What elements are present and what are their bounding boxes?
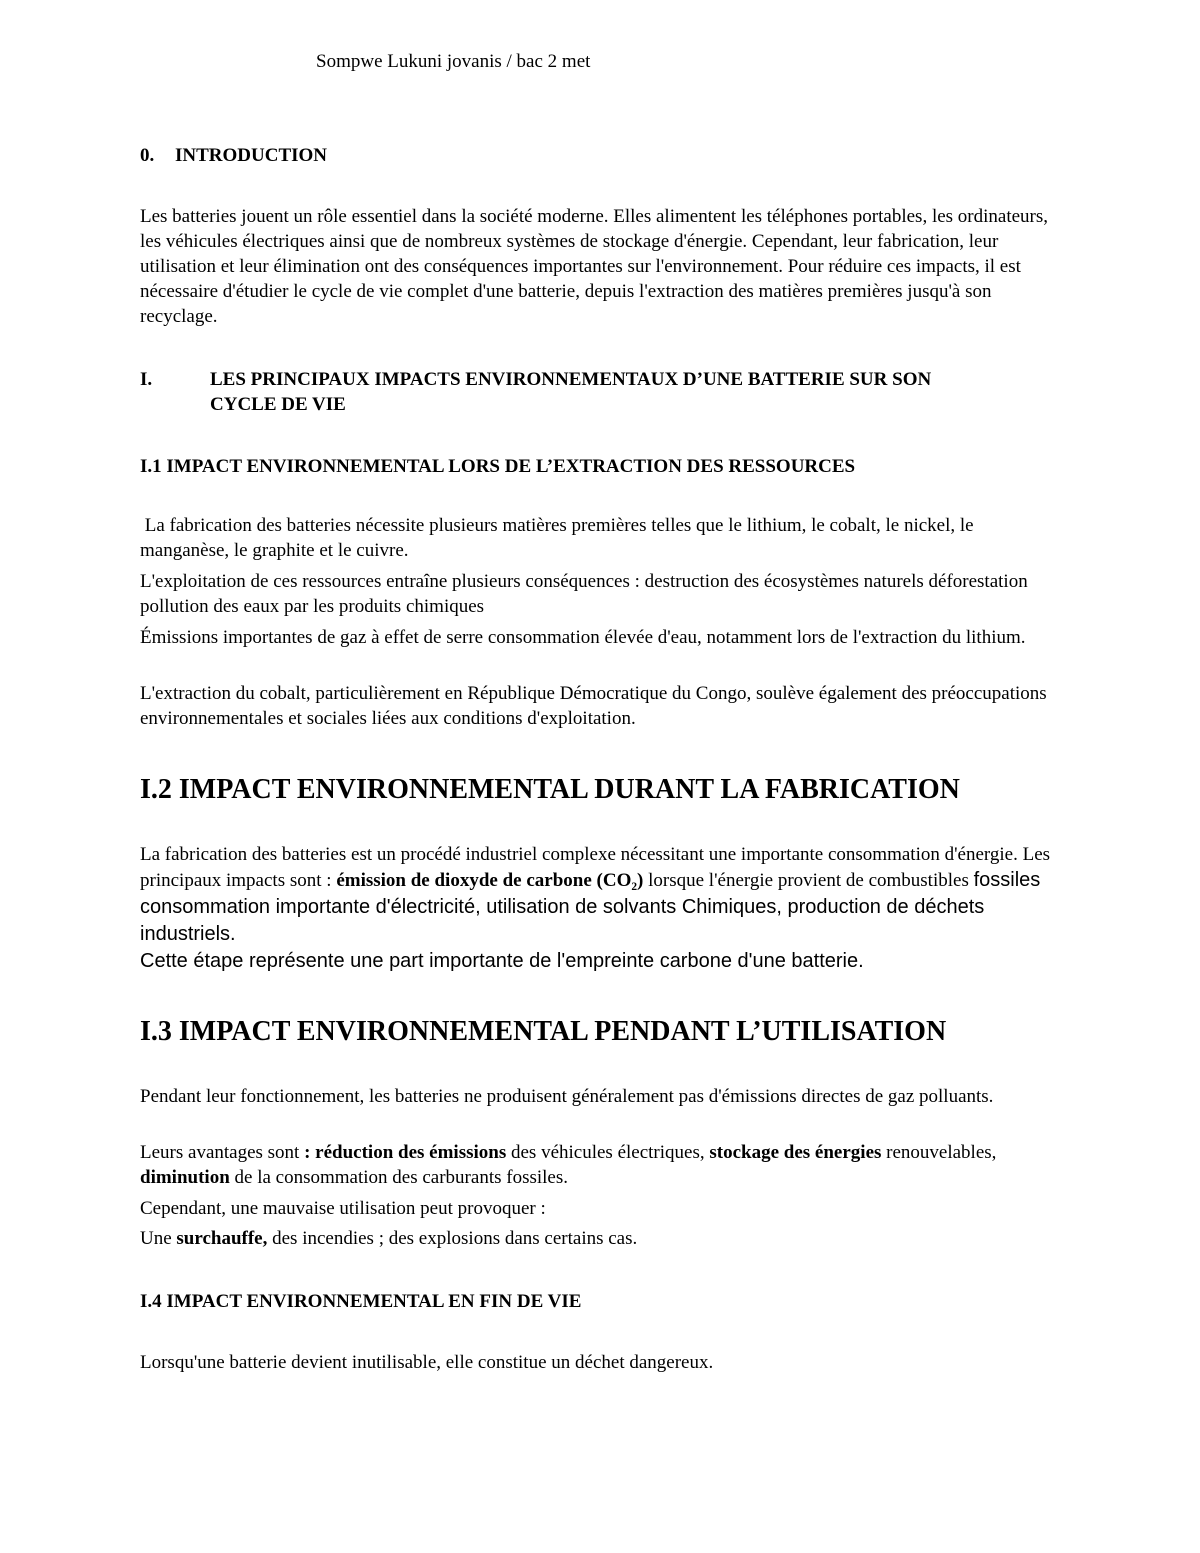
fire-explosion-text: des incendies ; des explosions dans certains cas. [267,1228,638,1249]
fossil-fuel-text: de la consommation des carburants fossiles. [229,1167,568,1188]
section-1-heading-line-2: CYCLE DE VIE [210,394,346,415]
subsection-1-3-paragraph-1: Pendant leur fonctionnement, les batteries ne produisent généralement pas d'émissions directes de gaz polluants. [140,1086,994,1107]
subsection-1-1-paragraph-1: La fabrication des batteries nécessite plusieurs matières premières telles que le lithium, le cobalt, le nickel, le manganèse, le graphite et le cuivre. [140,515,979,561]
emission-reduction-bold: : réduction des émissions [304,1142,507,1163]
fabrication-intro-text: La fabrication des batteries est un procédé industriel complexe nécessitant une importante consommation d'énergie. Les principaux impacts sont : [140,844,1051,891]
intro-paragraph: Les batteries jouent un rôle essentiel dans la société moderne. Elles alimentent les téléphones portables, les ordinateurs, les véhicules électriques ainsi que de nombreux systèmes de stockage d'énergie. Cependant, leur fabrication, leur utilisation et leur élimination ont des conséquences importantes sur l'environnement. Pour réduire ces impacts, il est nécessaire d'étudier le cycle de vie complet d'une batterie, depuis l'extraction des matières premières jusqu'à son recyclage. [140,206,1049,327]
fabrication-impacts-text: fossiles consommation importante d'électricité, utilisation de solvants Chimiques, production de déchets industriels. [140,869,1041,945]
intro-number: 0. [140,145,155,166]
energy-storage-bold: stockage des énergies [709,1142,882,1163]
co2-emission-bold: émission de dioxyde de carbone (CO₂) [336,870,644,891]
subsection-1-1-paragraph-3: Émissions importantes de gaz à effet de serre consommation élevée d'eau, notamment lors de l'extraction du lithium. [140,627,1026,648]
misuse-intro-text: Une [140,1228,177,1249]
subsection-1-2-heading: I.2 IMPACT ENVIRONNEMENTAL DURANT LA FABRICATION [140,774,960,805]
electric-vehicles-text: des véhicules électriques, [506,1142,710,1163]
subsection-1-3-paragraph-4 [140,1226,1060,1251]
subsection-1-2-paragraph-1 [140,842,1060,948]
advantages-intro-text: Leurs avantages sont [140,1142,305,1163]
section-1-number: I. [140,369,153,390]
renewables-text: renouvelables, [881,1142,997,1163]
energy-source-text: lorsque l'énergie provient de combustibles [643,870,974,891]
subsection-1-3-paragraph-3: Cependant, une mauvaise utilisation peut provoquer : [140,1198,546,1219]
subsection-1-1-paragraph-4: L'extraction du cobalt, particulièrement en République Démocratique du Congo, soulève également des préoccupations environnementales et sociales liées aux conditions d'exploitation. [140,683,1047,729]
subsection-1-4-heading: I.4 IMPACT ENVIRONNEMENTAL EN FIN DE VIE [140,1291,582,1312]
author-line: Sompwe Lukuni jovanis / bac 2 met [316,51,591,72]
overheating-bold: surchauffe, [176,1228,268,1249]
subsection-1-3-paragraph-2 [140,1140,1060,1190]
subsection-1-1-heading: I.1 IMPACT ENVIRONNEMENTAL LORS DE L’EXTRACTION DES RESSOURCES [140,456,856,477]
reduction-bold: diminution [140,1167,230,1188]
subsection-1-1-paragraph-2: L'exploitation de ces ressources entraîne plusieurs conséquences : destruction des écosystèmes naturels déforestation pollution des eaux par les produits chimiques [140,571,1028,617]
section-1-heading [210,367,1070,417]
section-1-heading-line-1: LES PRINCIPAUX IMPACTS ENVIRONNEMENTAUX D’UNE BATTERIE SUR SON [210,369,932,390]
intro-heading: INTRODUCTION [175,145,328,166]
subsection-1-4-paragraph-1: Lorsqu'une batterie devient inutilisable, elle constitue un déchet dangereux. [140,1352,714,1373]
subsection-1-2-paragraph-2: Cette étape représente une part importante de l'empreinte carbone d'une batterie. [140,950,864,972]
subsection-1-3-heading: I.3 IMPACT ENVIRONNEMENTAL PENDANT L’UTILISATION [140,1016,947,1047]
